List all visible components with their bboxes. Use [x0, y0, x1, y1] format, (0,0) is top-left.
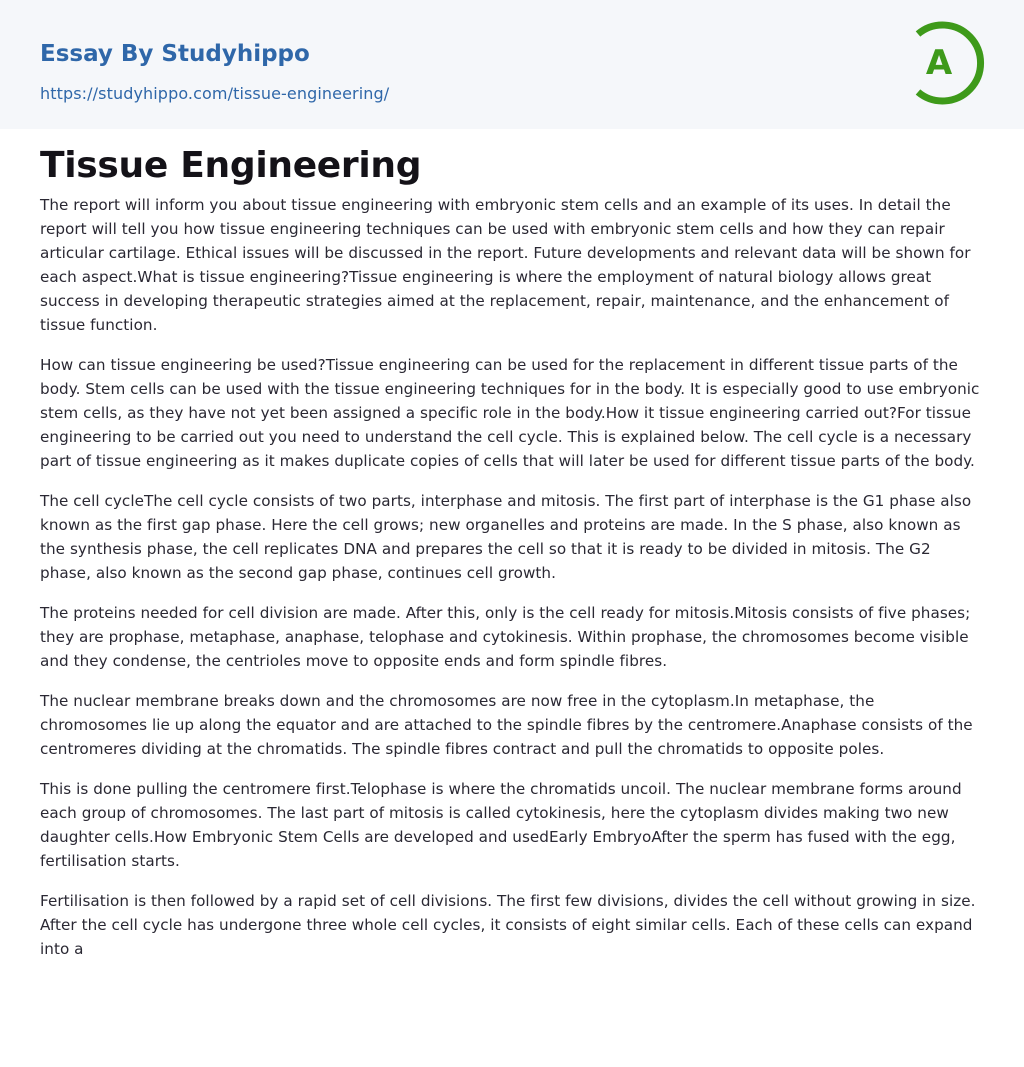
- paragraph: The report will inform you about tissue engineering with embryonic stem cells and an example of its uses. In detail the report will tell you how tissue engineering techniques can be used with embryonic stem cells and how they can repair articular cartilage. Ethical issues will be discussed in the report. Future developments and relevant data will be shown for each aspect.What is tissue engineering?Tissue engineering is where the employment of natural biology allows great success in developing therapeutic strategies aimed at the replacement, repair, maintenance, and the enhancement of tissue function.: [40, 196, 971, 334]
- paragraph: This is done pulling the centromere first.Telophase is where the chromatids uncoil. The nuclear membrane forms around each group of chromosomes. The last part of mitosis is called cytokinesis, here the cytoplasm divides making two new daughter cells.How Embryonic Stem Cells are developed and usedEarly EmbryoAfter the sperm has fused with the egg, fertilisation starts.: [40, 780, 962, 870]
- essay-body: [40, 193, 986, 977]
- paragraph: How can tissue engineering be used?Tissue engineering can be used for the replacement in different tissue parts of the body. Stem cells can be used with the tissue engineering techniques for in the body. It is especially good to use embryonic stem cells, as they have not yet been assigned a specific role in the body.How it tissue engineering carried out?For tissue engineering to be carried out you need to understand the cell cycle. This is explained below. The cell cycle is a necessary part of tissue engineering as it makes duplicate copies of cells that will later be used for different tissue parts of the body.: [40, 356, 980, 470]
- paragraph: The proteins needed for cell division are made. After this, only is the cell ready for mitosis.Mitosis consists of five phases; they are prophase, metaphase, anaphase, telophase and cytokinesis. Within prophase, the chromosomes become visible and they condense, the centrioles move to opposite ends and form spindle fibres.: [40, 604, 971, 670]
- paragraph: The cell cycleThe cell cycle consists of two parts, interphase and mitosis. The first part of interphase is the G1 phase also known as the first gap phase. Here the cell grows; new organelles and proteins are made. In the S phase, also known as the synthesis phase, the cell replicates DNA and prepares the cell so that it is ready to be divided in mitosis. The G2 phase, also known as the second gap phase, continues cell growth.: [40, 492, 972, 582]
- studyhippo-logo-icon[interactable]: [910, 18, 990, 108]
- logo-letter: A: [925, 43, 953, 83]
- logo-svg: [910, 18, 990, 108]
- brand-title: Essay By Studyhippo: [40, 41, 310, 67]
- paragraph: The nuclear membrane breaks down and the chromosomes are now free in the cytoplasm.In metaphase, the chromosomes lie up along the equator and are attached to the spindle fibres by the centromere.Anaphase consists of the centromeres dividing at the chromatids. The spindle fibres contract and pull the chromatids to opposite poles.: [40, 692, 973, 758]
- paragraph: Fertilisation is then followed by a rapid set of cell divisions. The first few divisions, divides the cell without growing in size. After the cell cycle has undergone three whole cell cycles, it consists of eight similar cells. Each of these cells can expand into a: [40, 892, 976, 958]
- page-title: Tissue Engineering: [40, 145, 422, 186]
- essay-url-link[interactable]: https://studyhippo.com/tissue-engineering/: [40, 84, 390, 103]
